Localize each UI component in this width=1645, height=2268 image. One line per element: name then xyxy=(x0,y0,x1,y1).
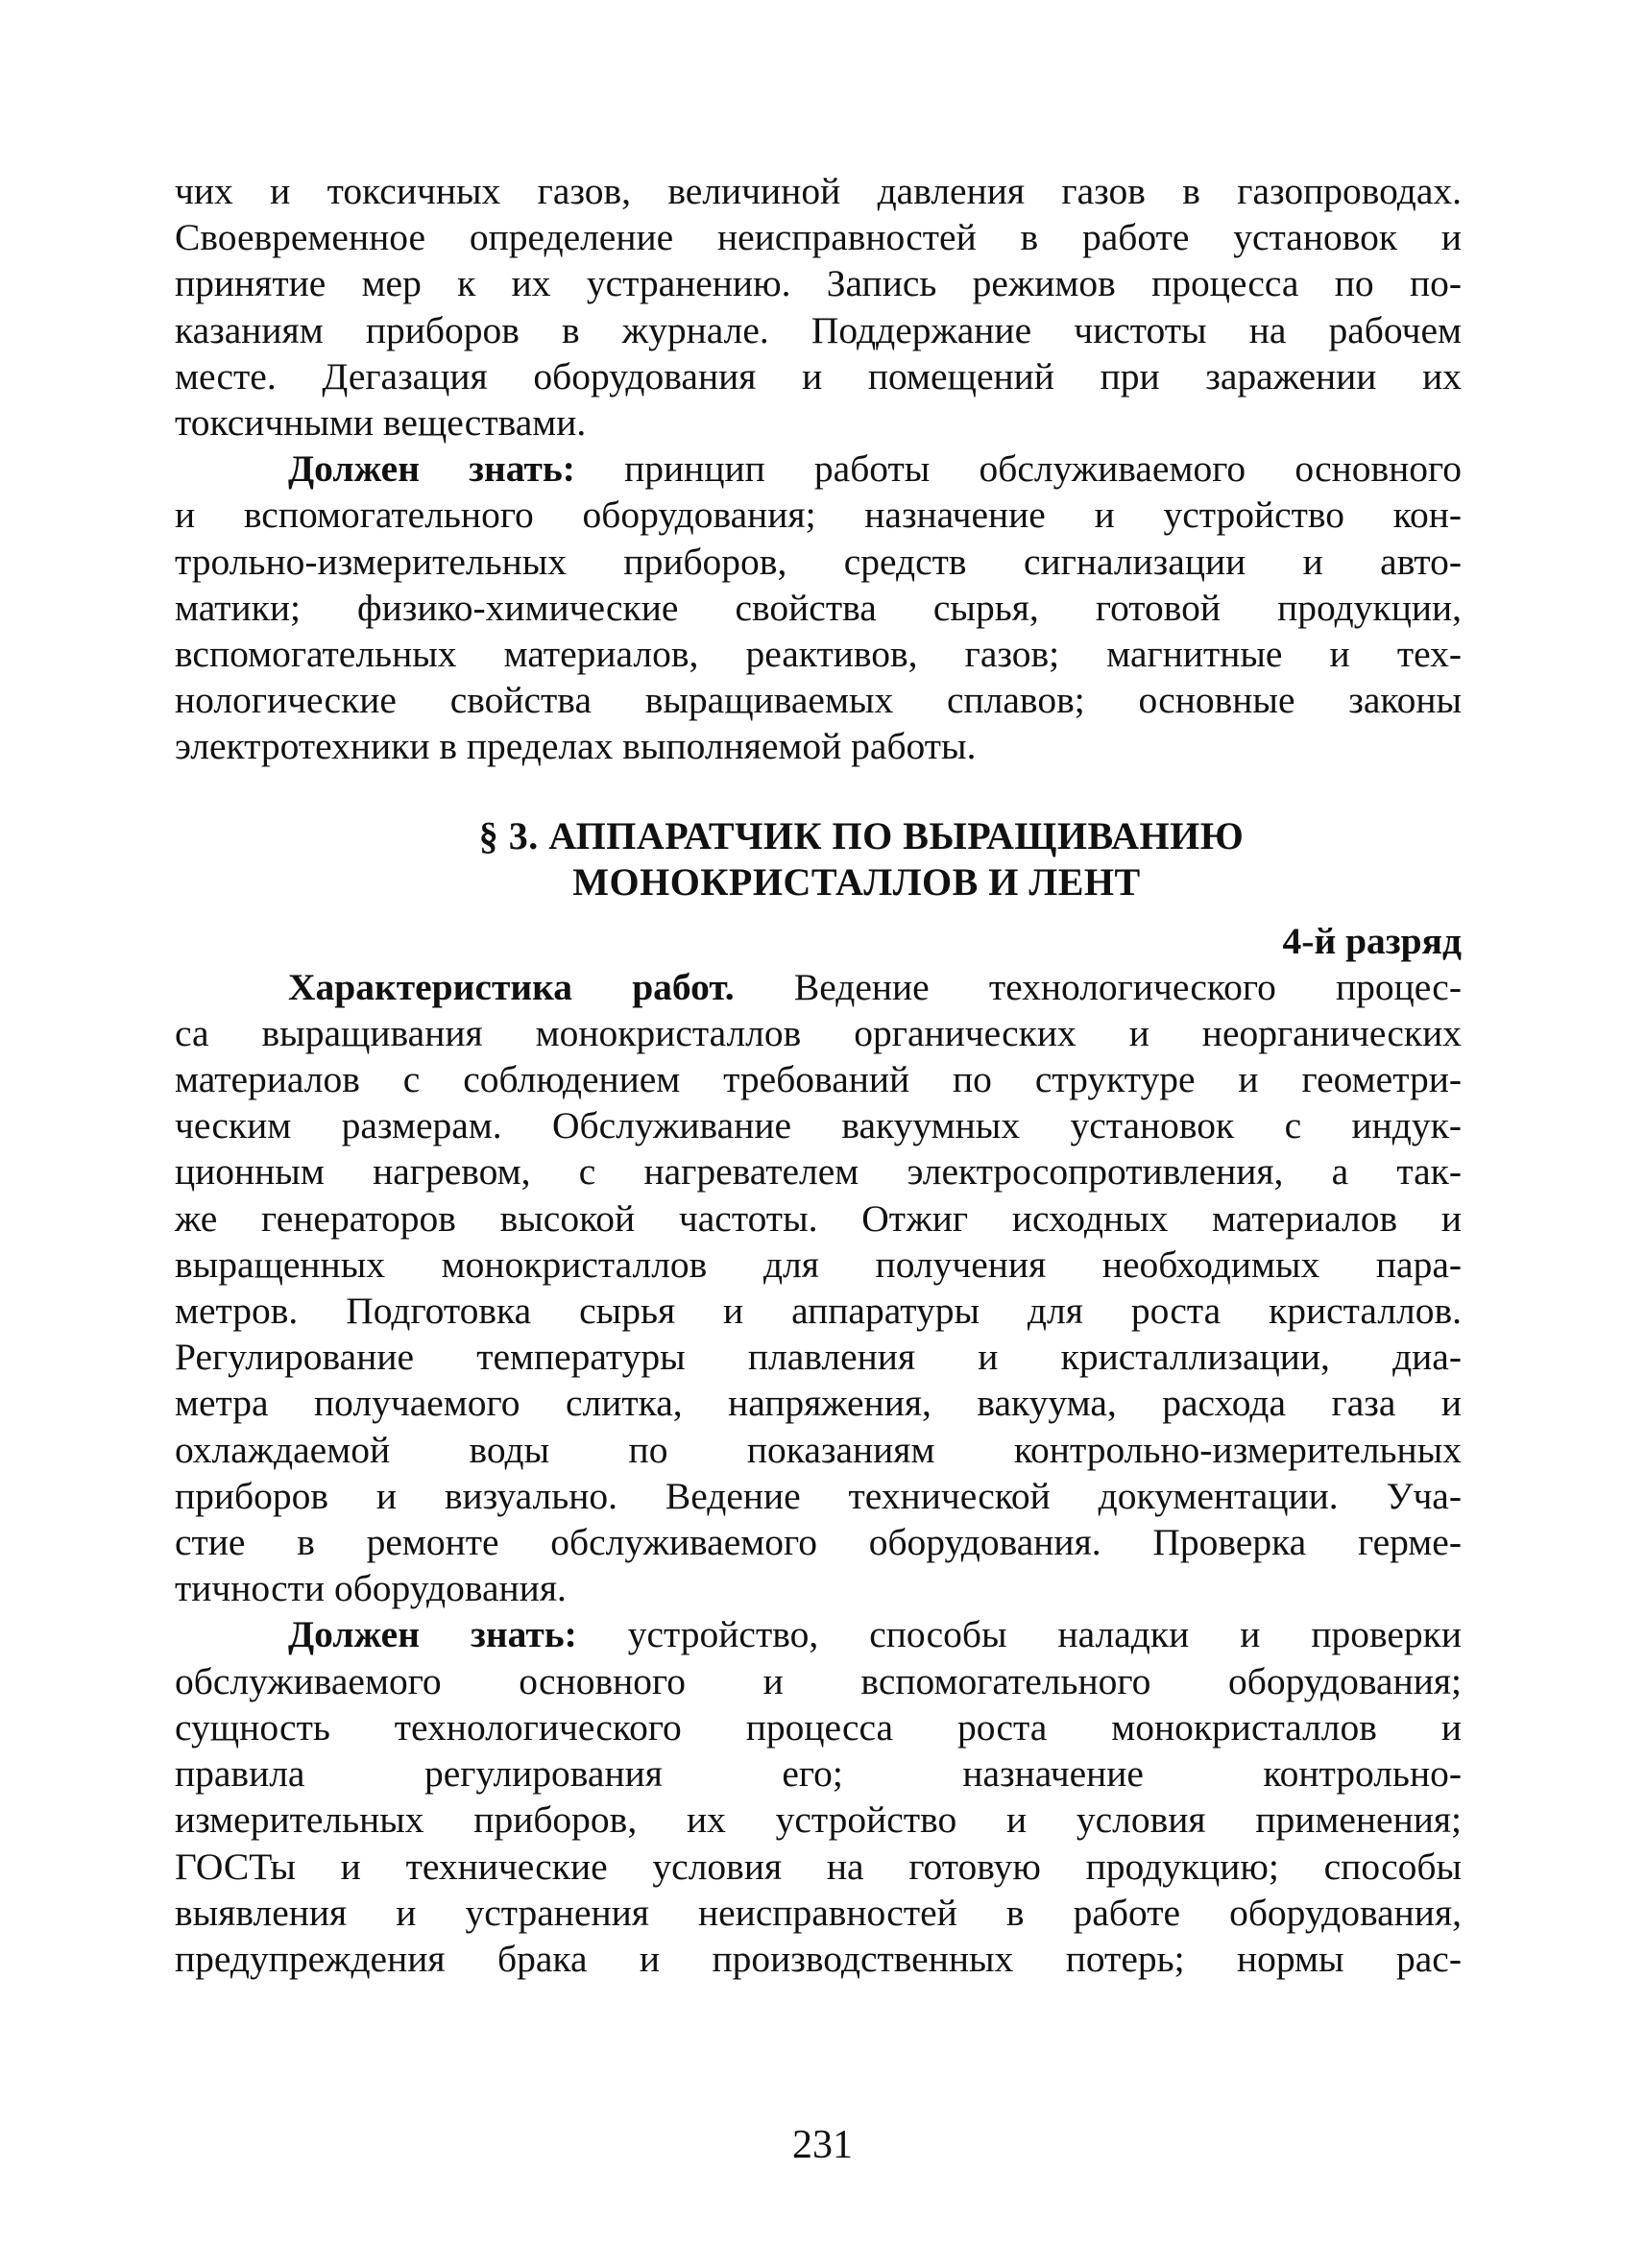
text-line: стие в ремонте обслуживаемого оборудования. Проверка герме- xyxy=(175,1521,1462,1564)
text-line: вспомогательных материалов, реактивов, газов; магнитные и тех- xyxy=(175,633,1462,676)
text-line: трольно-измерительных приборов, средств сигнализации и авто- xyxy=(175,540,1462,583)
grade-label: 4-й разряд xyxy=(1282,919,1462,962)
text-line: обслуживаемого основного и вспомогательного оборудования; xyxy=(175,1659,1462,1702)
text-line: предупреждения брака и производственных потерь; нормы рас- xyxy=(175,1937,1462,1980)
section-heading xyxy=(175,813,1462,905)
text-line: правила регулирования его; назначение контрольно- xyxy=(175,1752,1462,1796)
text-line: тичности оборудования. xyxy=(175,1567,567,1610)
text-line-first xyxy=(175,1611,1462,1657)
paragraph-must-know-2 xyxy=(175,1611,1462,1982)
text-line: охлаждаемой воды по показаниям контрольно-измерительных xyxy=(175,1428,1462,1471)
page-number: 231 xyxy=(792,2123,853,2167)
section-heading-line: МОНОКРИСТАЛЛОВ И ЛЕНТ xyxy=(572,859,1141,904)
text-line: матики; физико-химические свойства сырья, готовой продукции, xyxy=(175,586,1462,629)
text-line: чих и токсичных газов, величиной давления газов в газопроводах. xyxy=(175,170,1462,212)
paragraph-lead: Характеристика работ. xyxy=(288,965,735,1008)
text-line: токсичными веществами. xyxy=(175,401,587,445)
text-line: ционным нагревом, с нагревателем электросопротивления, а так- xyxy=(175,1150,1462,1194)
text-line-first xyxy=(175,964,1462,1010)
text-line: ГОСТы и технические условия на готовую продукцию; способы xyxy=(175,1845,1462,1888)
text-line: казаниям приборов в журнале. Поддержание чистоты на рабочем xyxy=(175,308,1462,351)
text-line: метра получаемого слитка, напряжения, вакуума, расхода газа и xyxy=(175,1382,1462,1425)
text-line: же генераторов высокой частоты. Отжиг исходных материалов и xyxy=(175,1196,1462,1240)
text-line: принятие мер к их устранению. Запись режимов процесса по по- xyxy=(175,262,1462,305)
paragraph-lead: Должен знать: xyxy=(288,1613,577,1656)
text-line: Регулирование температуры плавления и кристаллизации, диа- xyxy=(175,1336,1462,1379)
text-line: сущность технологического процесса роста монокристаллов и xyxy=(175,1705,1462,1749)
text-line: месте. Дегазация оборудования и помещений при заражении их xyxy=(175,354,1462,398)
section-heading-line: § 3. АППАРАТЧИК ПО ВЫРАЩИВАНИЮ xyxy=(478,813,1245,857)
text-fragment: Ведение технологического процес- xyxy=(793,965,1462,1008)
text-line: выявления и устранения неисправностей в работе оборудования, xyxy=(175,1891,1462,1934)
text-fragment: принцип работы обслуживаемого основного xyxy=(624,447,1463,491)
text-line: приборов и визуально. Ведение технической документации. Уча- xyxy=(175,1474,1462,1517)
text-line: и вспомогательного оборудования; назначение и устройство кон- xyxy=(175,494,1462,537)
paragraph-lead: Должен знать: xyxy=(288,447,575,491)
paragraph-must-know-1 xyxy=(175,446,1462,769)
page-body xyxy=(175,168,1462,1982)
text-line: материалов с соблюдением требований по структуре и геометри- xyxy=(175,1058,1462,1101)
text-fragment: устройство, способы наладки и проверки xyxy=(627,1613,1462,1656)
text-line: ческим размерам. Обслуживание вакуумных установок с индук- xyxy=(175,1104,1462,1147)
text-line: нологические свойства выращиваемых сплавов; основные законы xyxy=(175,679,1462,722)
text-line: метров. Подготовка сырья и аппаратуры для роста кристаллов. xyxy=(175,1290,1462,1333)
text-line: электротехники в пределах выполняемой работы. xyxy=(175,725,977,768)
text-line: измерительных приборов, их устройство и условия применения; xyxy=(175,1798,1462,1842)
paragraph-continued xyxy=(175,168,1462,446)
paragraph-work-description xyxy=(175,964,1462,1612)
text-line: са выращивания монокристаллов органических и неорганических xyxy=(175,1011,1462,1054)
text-line: Своевременное определение неисправностей в работе установок и xyxy=(175,216,1462,259)
text-line-first xyxy=(175,446,1462,492)
text-line: выращенных монокристаллов для получения необходимых пара- xyxy=(175,1243,1462,1286)
